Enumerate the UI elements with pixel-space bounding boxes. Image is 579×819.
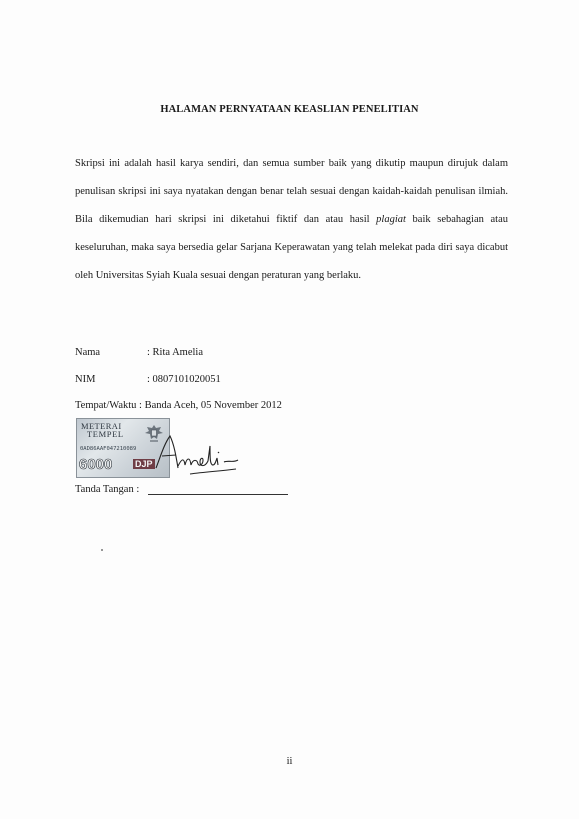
nama-row (75, 347, 203, 358)
handwritten-signature (150, 428, 245, 478)
nim-row (75, 374, 221, 385)
tempat-waktu-row: Tempat/Waktu : Banda Aceh, 05 November 2012 (75, 400, 282, 411)
signature-line (148, 494, 288, 495)
stamp-serial: 0AD86AAF047210089 (80, 446, 137, 452)
stamp-line1: METERAI (81, 421, 122, 431)
statement-paragraph (75, 150, 508, 290)
statement-text-part1: Skripsi ini adalah hasil karya sendiri, dan semua sumber baik yang dikutip maupun dirujuk dalam penulisan skripsi ini saya nyatakan dengan benar telah sesuai dengan kaidah-kaidah penulisan ilmiah. Bila dikemudian hari skripsi ini diketahui fiktif dan atau hasil (75, 158, 508, 225)
stamp-line2: TEMPEL (87, 429, 124, 439)
statement-text-part2: baik sebahagian atau keseluruhan, maka saya bersedia gelar Sarjana Keperawatan yang telah melekat pada diri saya dicabut oleh Universitas Syiah Kuala sesuai dengan peraturan yang berlaku. (75, 214, 508, 281)
page-title: HALAMAN PERNYATAAN KEASLIAN PENELITIAN (160, 104, 419, 115)
nama-value: : Rita Amelia (147, 347, 203, 358)
scan-speck (101, 549, 103, 551)
nim-value: : 0807101020051 (147, 374, 221, 385)
statement-italic-term: plagiat (376, 214, 406, 225)
nim-label: NIM (75, 374, 96, 385)
page-number: ii (286, 756, 293, 767)
nama-label: Nama (75, 347, 101, 358)
stamp-value: 6000 (79, 456, 113, 473)
stamp-issuer: DJP (135, 459, 153, 469)
tanda-tangan-row: Tanda Tangan : (75, 484, 140, 495)
